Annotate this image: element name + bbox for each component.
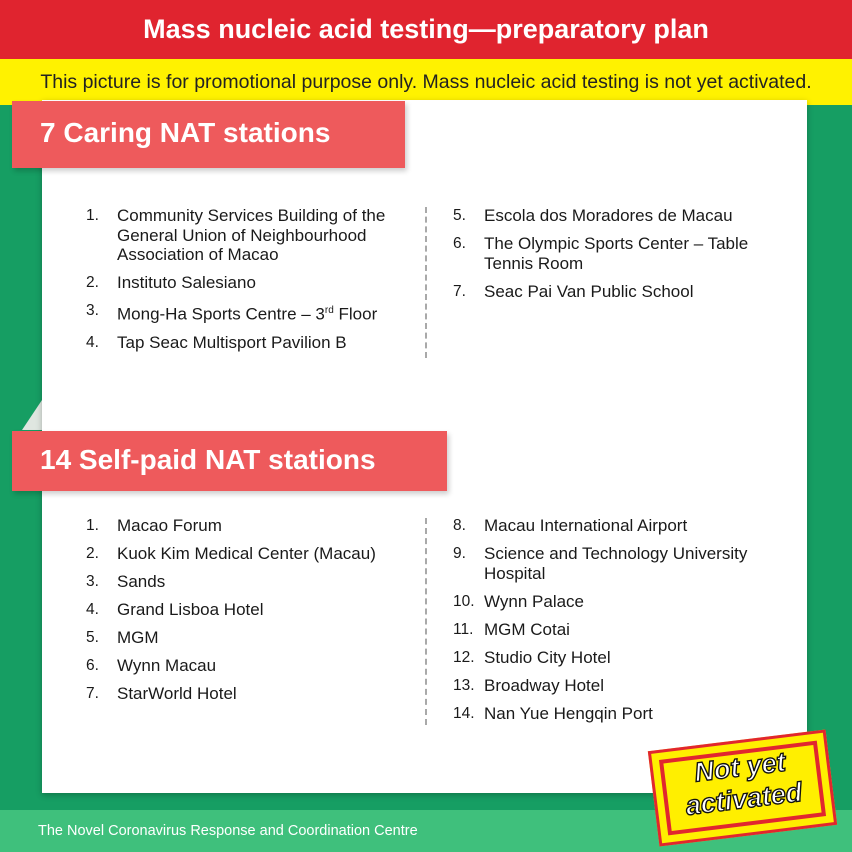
list-item-text — [117, 301, 416, 324]
list-item-number: 3. — [86, 573, 99, 590]
list-item-text: Wynn Palace — [484, 591, 585, 611]
list-item-text: Sands — [117, 572, 166, 591]
list-item — [453, 592, 783, 612]
list-item-number: 12. — [453, 648, 475, 666]
list-item-number: 6. — [86, 657, 99, 674]
list-item-text: Escola dos Moradores de Macau — [484, 206, 733, 225]
list-item-text: Seac Pai Van Public School — [484, 281, 694, 301]
list-item — [86, 206, 416, 265]
stamp-line-1: Not yet — [692, 746, 788, 788]
list-item — [86, 273, 416, 293]
list-item — [453, 234, 753, 273]
list-item-text: Community Services Building of the General Union of Neighbourhood Association of Macao — [117, 206, 386, 264]
list-item-number: 9. — [453, 545, 466, 562]
list-item-number: 3. — [86, 302, 99, 319]
list-item-number: 13. — [453, 676, 475, 694]
list-item-text-part: Mong-Ha Sports Centre – 3 — [117, 304, 325, 324]
list-item-number: 2. — [86, 274, 99, 291]
caring-stations-title: 7 Caring NAT stations — [12, 101, 405, 168]
list-item-number: 1. — [86, 517, 99, 534]
list-item-number: 8. — [453, 517, 466, 534]
list-item-number: 11. — [453, 620, 474, 638]
selfpaid-stations-title: 14 Self-paid NAT stations — [12, 431, 447, 491]
list-item — [453, 704, 783, 724]
list-item — [86, 572, 416, 592]
list-item — [86, 628, 416, 648]
list-item-text: Studio City Hotel — [484, 647, 611, 667]
list-item — [86, 516, 416, 536]
list-item — [453, 516, 783, 536]
list-item-text: Tap Seac Multisport Pavilion B — [117, 332, 347, 352]
caring-stations-list-left — [86, 206, 416, 361]
list-item-number: 10. — [453, 592, 475, 610]
list-item-text: Broadway Hotel — [484, 675, 605, 695]
caring-stations-list-right — [453, 206, 753, 310]
list-item — [86, 600, 416, 620]
list-item — [86, 684, 416, 704]
promotional-notice: This picture is for promotional purpose only. Mass nucleic acid testing is not yet activated. — [0, 59, 852, 105]
list-item-text: Nan Yue Hengqin Port — [484, 703, 653, 723]
list-item-number: 7. — [453, 282, 466, 300]
page-fold-decoration — [22, 400, 42, 430]
selfpaid-stations-list-left — [86, 516, 416, 712]
list-item-number: 2. — [86, 545, 99, 562]
list-item-number: 7. — [86, 685, 99, 702]
list-item — [453, 676, 783, 696]
list-item — [86, 544, 416, 564]
list-item-text: StarWorld Hotel — [117, 684, 237, 703]
list-item-text: The Olympic Sports Center – Table Tennis Room — [484, 234, 749, 273]
list-item — [86, 301, 416, 324]
footer-organization: The Novel Coronavirus Response and Coordination Centre — [0, 810, 852, 852]
list-item — [453, 544, 783, 583]
list-item-number: 5. — [86, 629, 99, 646]
list-item-text: Macao Forum — [117, 516, 222, 535]
list-item — [453, 648, 783, 668]
list-item-text: Instituto Salesiano — [117, 273, 256, 292]
list-item — [86, 333, 416, 353]
list-item-text: MGM — [117, 628, 159, 647]
selfpaid-stations-list-right — [453, 516, 783, 732]
header-title: Mass nucleic acid testing—preparatory plan — [0, 0, 852, 59]
list-item — [453, 206, 753, 226]
list-item-number: 1. — [86, 207, 99, 224]
list-item-number: 4. — [86, 333, 99, 351]
list-item-number: 6. — [453, 235, 466, 252]
column-divider — [425, 207, 427, 358]
list-item-text: Macau International Airport — [484, 516, 688, 535]
column-divider — [425, 518, 427, 725]
stamp-line-2: activated — [683, 776, 804, 821]
list-item-text: Wynn Macau — [117, 656, 217, 675]
list-item-text: Science and Technology University Hospital — [484, 544, 748, 583]
list-item-text: MGM Cotai — [484, 619, 570, 639]
list-item-text-part: Floor — [333, 304, 378, 324]
list-item — [86, 656, 416, 676]
list-item-text: Kuok Kim Medical Center (Macau) — [117, 544, 376, 563]
list-item-superscript: rd — [324, 305, 334, 316]
list-item-number: 4. — [86, 601, 99, 618]
list-item-text: Grand Lisboa Hotel — [117, 600, 264, 619]
list-item-number: 14. — [453, 704, 475, 722]
list-item — [453, 282, 753, 302]
list-item — [453, 620, 783, 640]
list-item-number: 5. — [453, 207, 466, 224]
